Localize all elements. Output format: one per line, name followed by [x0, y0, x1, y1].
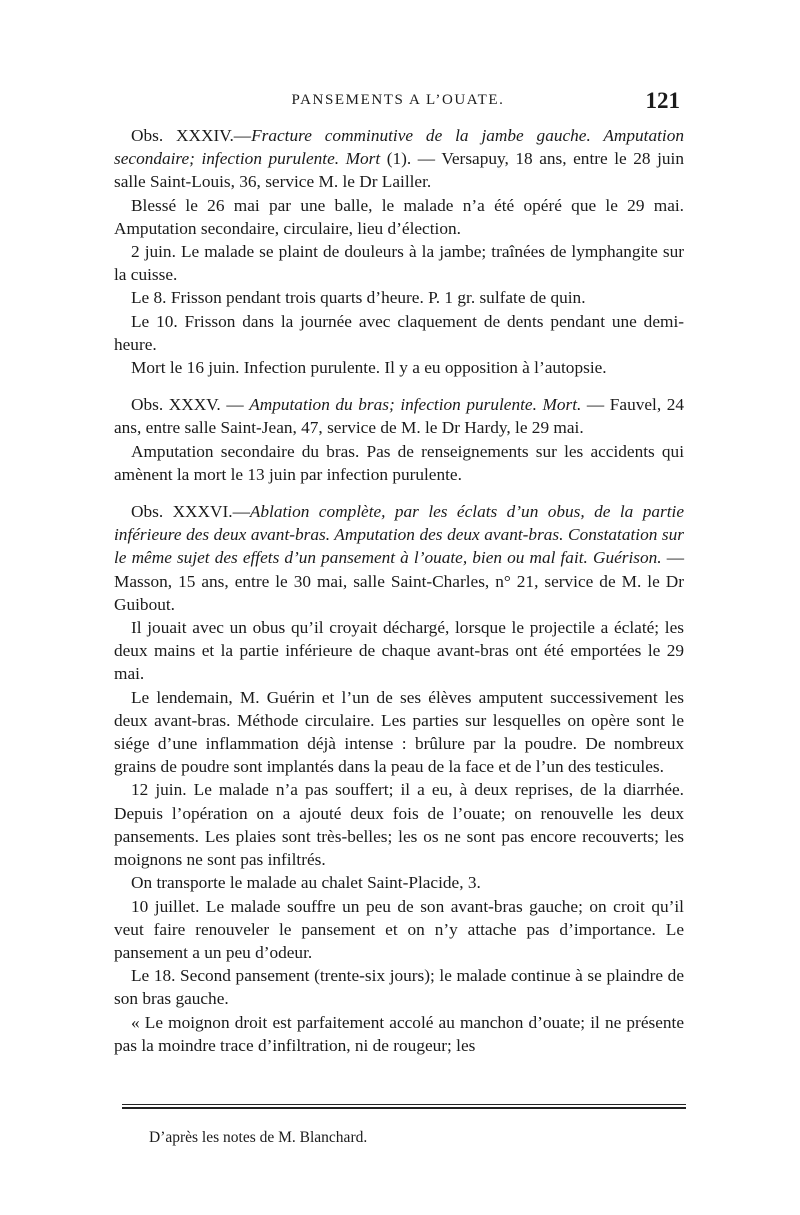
obs-34-intro: Versapuy, 18 ans, entre le 28 juin salle Saint-Louis, 36, service M. le Dr Lailler. — [114, 149, 684, 192]
obs-36-label: Obs. XXXVI.— — [131, 502, 250, 522]
obs-34-paragraph: Mort le 16 juin. Infection purulente. Il y a eu opposition à l’autopsie. — [131, 358, 607, 378]
obs-34-label: Obs. XXXIV.— — [131, 126, 252, 145]
obs-34-paragraph: Blessé le 26 mai par une balle, le malade n’a été opéré que le 29 mai. Amputation secondaire, circulaire, lieu d’élection. — [114, 195, 684, 238]
obs-36-heading — [114, 500, 684, 616]
page-number: 121 — [645, 88, 680, 113]
obs-34-paragraph: 2 juin. Le malade se plaint de douleurs à la jambe; traînées de lymphangite sur la cuisse. — [114, 242, 684, 285]
obs-35-intro: — Fauvel, 24 ans, entre salle Saint-Jean, 47, service de M. le Dr Hardy, le 29 mai. — [114, 395, 684, 438]
obs-35-title: Amputation du bras; infection purulente. Mort. — [249, 395, 582, 415]
obs-34-title: Fracture comminutive de la jambe gauche. Amputation secondaire; infection purulente. Mort — [114, 126, 684, 169]
footnote-rule — [122, 1104, 686, 1105]
obs-36-paragraph: Il jouait avec un obus qu’il croyait déchargé, lorsque le projectile a éclaté; les deux mains et la partie inférieure de chaque avant-bras ont été emportées le 29 mai. — [114, 618, 684, 684]
obs-36-paragraph: « Le moignon droit est parfaitement accolé au manchon d’ouate; il ne présente pas la moindre trace d’infiltration, ni de rougeur; les — [114, 1012, 684, 1055]
running-title: PANSEMENTS A L’OUATE. — [291, 92, 505, 108]
obs-35-label: Obs. XXXV. — — [131, 395, 250, 415]
footnote-rule — [122, 1107, 686, 1109]
obs-36-title: Ablation complète, par les éclats d’un obus, de la partie inférieure des deux avant-bras. Amputation des deux avant-bras. Constatation sur le même sujet des effets d’un pansement à l’ouate, bien ou mal fait. Guérison. — [114, 502, 684, 568]
obs-34-paragraph: Le 8. Frisson pendant trois quarts d’heure. P. 1 gr. sulfate de quin. — [131, 288, 586, 308]
obs-36-paragraph: On transporte le malade au chalet Saint-Placide, 3. — [131, 873, 481, 893]
footnote: D’après les notes de M. Blanchard. — [149, 1129, 368, 1146]
obs-36-paragraph: Le 18. Second pansement (trente-six jours); le malade continue à se plaindre de son bras gauche. — [114, 966, 684, 1009]
body-text — [114, 124, 684, 1057]
obs-36-paragraph: Le lendemain, M. Guérin et l’un de ses élèves amputent successivement les deux avant-bras. Méthode circulaire. Les parties sur lesquelles on opère sont le siége d’une inflammation déjà intense : brûlure par la poudre. De nombreux grains de poudre sont implantés dans la peau de la face et de l’un des testicules. — [114, 687, 684, 777]
obs-34-paragraph: Le 10. Frisson dans la journée avec claquement de dents pendant une demi-heure. — [114, 311, 684, 354]
obs-35-paragraph: Amputation secondaire du bras. Pas de renseignements sur les accidents qui amènent la mort le 13 juin par infection purulente. — [114, 441, 684, 484]
page-header — [116, 88, 680, 116]
obs-36-paragraph: 12 juin. Le malade n’a pas souffert; il a eu, à deux reprises, de la diarrhée. Depuis l’opération on a ajouté deux fois de l’ouate; on renouvelle les deux pansements. Les plaies sont très-belles; les os ne sont pas encore recouverts; les moignons ne sont pas infiltrés. — [114, 780, 684, 870]
footnote-reference: (1). — — [380, 149, 436, 169]
obs-34-heading — [114, 124, 684, 194]
obs-36-paragraph: 10 juillet. Le malade souffre un peu de son avant-bras gauche; on croit qu’il veut faire renouveler le pansement et on n’y attache pas d’importance. Le pansement a un peu d’odeur. — [114, 896, 684, 962]
obs-36-intro: — Masson, 15 ans, entre le 30 mai, salle Saint-Charles, n° 21, service de M. le Dr Guibout. — [114, 548, 685, 614]
obs-35-heading — [114, 393, 684, 439]
